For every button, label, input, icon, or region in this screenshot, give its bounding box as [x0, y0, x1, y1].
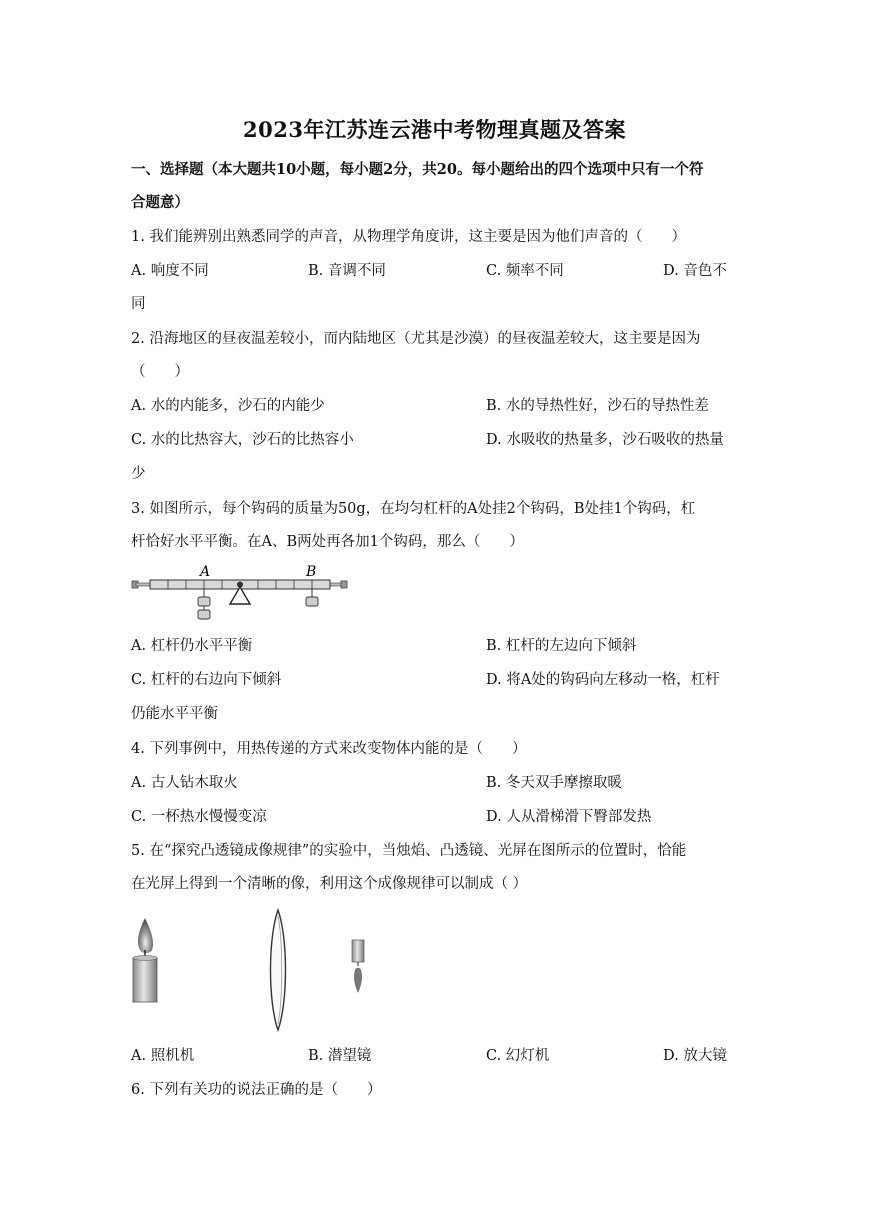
question-4-option-c: C. 一杯热水慢慢变凉 [131, 809, 267, 825]
question-3-option-a: A. 杠杆仍水平平衡 [131, 638, 253, 654]
question-1-option-d: D. 音色不 [663, 263, 727, 279]
weight-b-1 [306, 597, 318, 606]
question-3-stem: 3. 如图所示，每个钩码的质量为50g，在均匀杠杆的A处挂2个钩码，B处挂1个钩码，杠 [131, 501, 696, 517]
question-3-stem-wrap: 杆恰好水平平衡。在A、B两处再各加1个钩码，那么（ ） [131, 534, 524, 550]
question-3-option-b: B. 杠杆的左边向下倾斜 [486, 638, 637, 654]
weight-a-2 [198, 610, 210, 619]
page-title: 2023年江苏连云港中考物理真题及答案 [243, 117, 626, 142]
question-2-option-d: D. 水吸收的热量多，沙石吸收的热量 [486, 432, 724, 448]
question-5-option-a: A. 照机机 [131, 1048, 195, 1064]
question-5-option-d: D. 放大镜 [663, 1048, 727, 1064]
question-4-option-b: B. 冬天双手摩擦取暖 [486, 775, 622, 791]
question-4-stem: 4. 下列事例中，用热传递的方式来改变物体内能的是（ ） [131, 741, 527, 757]
lever-label-b: B [306, 564, 317, 580]
lever-label-a: A [200, 564, 211, 580]
question-5-stem: 5. 在“探究凸透镜成像规律”的实验中，当烛焰、凸透镜、光屏在图所示的位置时，恰能 [131, 843, 687, 859]
question-5-option-b: B. 潜望镜 [308, 1048, 372, 1064]
section-heading: 一、选择题（本大题共10小题，每小题2分，共20。每小题给出的四个选项中只有一个符 [131, 161, 704, 178]
question-2-option-c: C. 水的比热容大，沙石的比热容小 [131, 432, 354, 448]
section-heading-wrap: 合题意） [131, 194, 189, 211]
question-5-option-c: C. 幻灯机 [486, 1048, 550, 1064]
question-2-stem: 2. 沿海地区的昼夜温差较小，而内陆地区（尤其是沙漠）的昼夜温差较大，这主要是因为 [131, 331, 701, 347]
lever-fulcrum [230, 587, 250, 604]
question-1-option-a: A. 响度不同 [131, 263, 209, 279]
question-1-option-d-wrap: 同 [131, 296, 146, 312]
candle-icon [126, 912, 166, 1012]
question-2-stem-wrap: （ ） [131, 364, 189, 380]
question-2-option-b: B. 水的导热性好，沙石的导热性差 [486, 398, 709, 414]
question-2-option-a: A. 水的内能多，沙石的内能少 [131, 398, 325, 414]
convex-lens-icon [266, 908, 290, 1032]
weight-a-1 [198, 597, 210, 606]
question-4-option-a: A. 古人钻木取火 [131, 775, 238, 791]
question-3-option-d-wrap: 仍能水平平衡 [131, 706, 218, 722]
question-1-option-b: B. 音调不同 [308, 263, 386, 279]
question-4-option-d: D. 人从滑梯滑下臀部发热 [486, 809, 652, 825]
question-3-option-c: C. 杠杆的右边向下倾斜 [131, 672, 282, 688]
question-5-stem-wrap: 在光屏上得到一个清晰的像，利用这个成像规律可以制成（ ） [131, 876, 528, 892]
question-1-stem: 1. 我们能辨别出熟悉同学的声音，从物理学角度讲，这主要是因为他们声音的（ ） [131, 229, 686, 245]
inverted-image-icon [346, 938, 370, 998]
question-3-option-d: D. 将A处的钩码向左移动一格，杠杆 [486, 672, 720, 688]
question-2-option-d-wrap: 少 [131, 466, 146, 482]
lever-figure [130, 560, 350, 628]
question-6-stem: 6. 下列有关功的说法正确的是（ ） [131, 1082, 382, 1098]
question-1-option-c: C. 频率不同 [486, 263, 564, 279]
